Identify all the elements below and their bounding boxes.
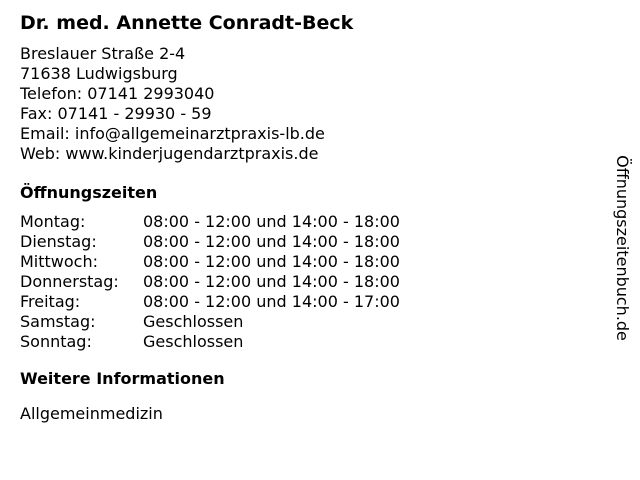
address-city: 71638 Ludwigsburg: [20, 64, 178, 83]
practice-card: [20, 10, 600, 424]
hours-time: 08:00 - 12:00 und 14:00 - 17:00: [143, 292, 400, 311]
practice-title: Dr. med. Annette Conradt-Beck: [20, 12, 354, 34]
hours-day: Freitag:: [20, 292, 81, 311]
hours-day: Donnerstag:: [20, 272, 119, 291]
contact-block: [20, 44, 600, 164]
info-heading: Weitere Informationen: [20, 369, 225, 388]
hours-heading: Öffnungszeiten: [20, 183, 158, 202]
hours-row: [20, 272, 600, 292]
opening-hours-table: [20, 212, 600, 352]
hours-row: [20, 312, 600, 332]
hours-time: 08:00 - 12:00 und 14:00 - 18:00: [143, 212, 400, 231]
address-street: Breslauer Straße 2-4: [20, 44, 186, 63]
hours-time: Geschlossen: [143, 312, 244, 331]
fax-line: Fax: 07141 - 29930 - 59: [20, 104, 212, 123]
hours-row: [20, 332, 600, 352]
phone-line: Telefon: 07141 2993040: [20, 84, 215, 103]
email-line: Email: info@allgemeinarztpraxis-lb.de: [20, 124, 325, 143]
hours-day: Montag:: [20, 212, 86, 231]
hours-time: 08:00 - 12:00 und 14:00 - 18:00: [143, 272, 400, 291]
hours-row: [20, 292, 600, 312]
hours-time: 08:00 - 12:00 und 14:00 - 18:00: [143, 252, 400, 271]
hours-time: 08:00 - 12:00 und 14:00 - 18:00: [143, 232, 400, 251]
hours-row: [20, 252, 600, 272]
hours-day: Sonntag:: [20, 332, 92, 351]
hours-day: Mittwoch:: [20, 252, 98, 271]
hours-day: Dienstag:: [20, 232, 97, 251]
site-watermark: Öffnungszeitenbuch.de: [613, 155, 632, 341]
hours-row: [20, 212, 600, 232]
specialty-text: Allgemeinmedizin: [20, 404, 163, 423]
web-line: Web: www.kinderjugendarztpraxis.de: [20, 144, 319, 163]
hours-row: [20, 232, 600, 252]
hours-time: Geschlossen: [143, 332, 244, 351]
hours-day: Samstag:: [20, 312, 96, 331]
